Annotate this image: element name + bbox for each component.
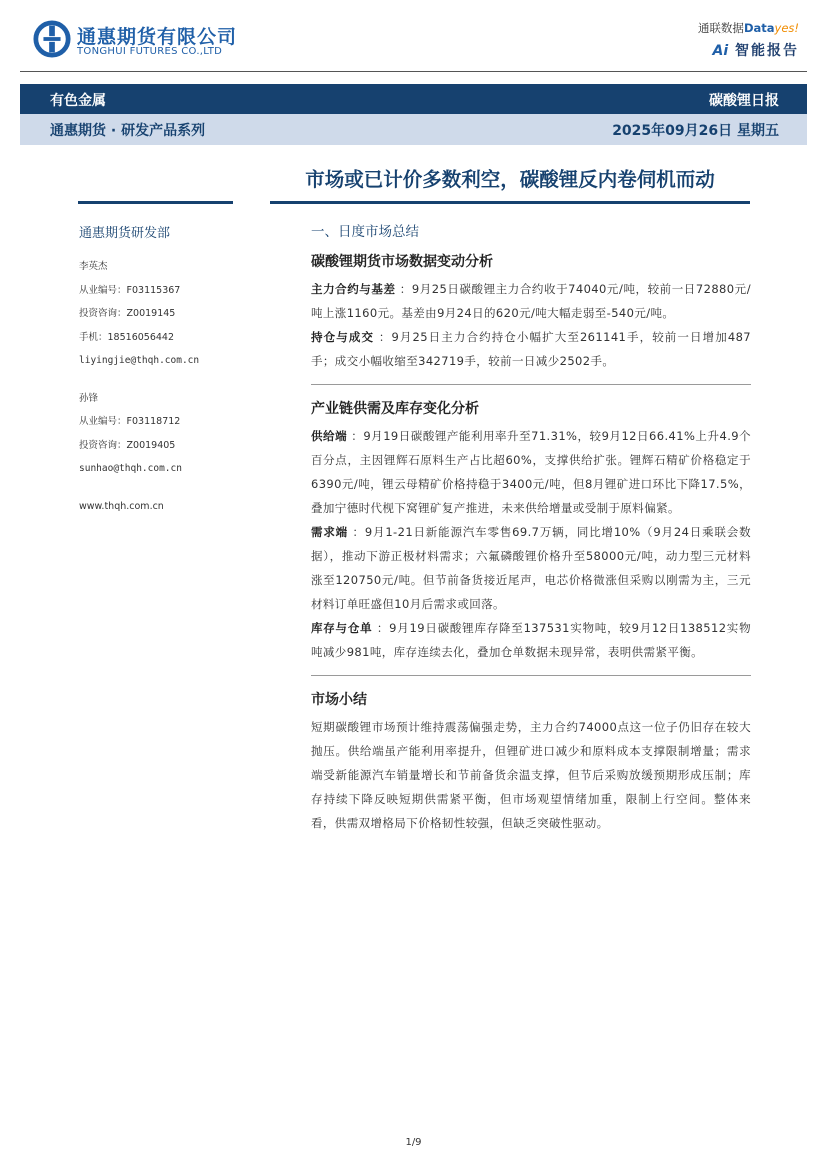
analyst-phone: [79, 326, 259, 350]
paragraph-label: 主力合约与基差: [311, 282, 396, 296]
license-label: 从业编号：: [79, 416, 127, 427]
paragraph-text: ：9月19日碳酸锂库存降至137531实物吨，较9月12日138512实物吨减少981吨，库存连续去化，叠加仓单数据未现异常，表明供需紧平衡。: [311, 621, 751, 659]
company-name-cn: 通惠期货有限公司: [77, 26, 238, 48]
series-label: 通惠期货 · 研发产品系列: [50, 123, 206, 139]
series-bar: [20, 114, 807, 145]
advisory-label: 投资咨询：: [79, 439, 127, 451]
report-body: [311, 220, 751, 835]
analyst-sidebar: [79, 222, 259, 518]
analyst-email[interactable]: [79, 457, 259, 481]
paragraph-text: ：9月1-21日新能源汽车零售69.7万辆，同比增10%（9月24日乘联会数据），推动下游正极材料需求；六氟磷酸锂价格升至58000元/吨，动力型三元材料涨至120750元/吨。但节前备货接近尾声，电芯价格微涨但采购以刚需为主，三元材料订单旺盛但10月后需求或回落。: [311, 525, 751, 611]
position-volume-paragraph: [311, 325, 751, 373]
main-contract-paragraph: [311, 277, 751, 325]
report-title: 市场或已计价多数利空，碳酸锂反内卷伺机而动: [305, 168, 715, 191]
supply-paragraph: [311, 424, 751, 520]
summary-heading: 市场小结: [311, 692, 367, 708]
paragraph-label: 库存与仓单: [311, 621, 373, 635]
datayes-suffix: yes!: [774, 21, 799, 35]
license-label: 从业编号：: [79, 284, 127, 296]
company-name-en: TONGHUI FUTURES CO.,LTD: [77, 46, 223, 57]
analyst-advisory: [79, 434, 259, 458]
email-link[interactable]: liyingjie@thqh.com.cn: [79, 355, 200, 366]
license-number: F03115367: [126, 284, 181, 296]
analyst-advisory: [79, 302, 259, 326]
analyst-name: 孙锋: [79, 392, 99, 404]
advisory-number: Z0019145: [126, 308, 176, 319]
analyst-card: [79, 387, 259, 481]
advisory-label: 投资咨询：: [79, 308, 127, 319]
website-url[interactable]: www.thqh.com.cn: [79, 500, 164, 512]
license-number: F03118712: [126, 416, 181, 427]
demand-paragraph: [311, 520, 751, 616]
analyst-license: [79, 410, 259, 434]
inventory-paragraph: [311, 616, 751, 664]
section-divider: [311, 675, 751, 676]
report-type-label: 碳酸锂日报: [709, 93, 779, 109]
ai-report-logo: [712, 40, 799, 60]
analyst-email[interactable]: [79, 349, 259, 373]
paragraph-text: ：9月25日碳酸锂主力合约收于74040元/吨，较前一日72880元/吨上涨1160元。基差由9月24日的620元/吨大幅走弱至-540元/吨。: [311, 282, 751, 320]
analyst-name: 李英杰: [79, 261, 108, 272]
ai-report-label: 智能报告: [735, 43, 799, 59]
datayes-brand: Data: [743, 21, 775, 35]
category-bar: [20, 84, 807, 114]
datayes-cn: 通联数据: [697, 21, 744, 35]
main-title-rule: [270, 201, 750, 204]
advisory-number: Z0019405: [126, 439, 176, 451]
futures-data-heading: 碳酸锂期货市场数据变动分析: [311, 254, 493, 270]
paragraph-text: ：9月25日主力合约持仓小幅扩大至261141手，较前一日增加487手；成交小幅收缩至342719手，较前一日减少2502手。: [311, 330, 752, 368]
sidebar-title-rule: [78, 201, 233, 204]
category-label: 有色金属: [50, 93, 106, 109]
ai-mark: Ai: [712, 43, 729, 59]
datayes-logo: [698, 20, 799, 36]
section-title: 一、日度市场总结: [311, 224, 419, 240]
website-link[interactable]: [79, 495, 259, 519]
company-logo-icon: [33, 20, 71, 58]
header-divider: [20, 71, 807, 72]
paragraph-label: 持仓与成交: [311, 330, 375, 344]
analyst-card: [79, 255, 259, 373]
summary-paragraph: 短期碳酸锂市场预计维持震荡偏强走势，主力合约74000点这一位子仍旧存在较大抛压。供给端虽产能利用率提升，但锂矿进口减少和原料成本支撑限制增量；需求端受新能源汽车销量增长和节前备货余温支撑，但节后采购放缓预期形成压制；库存持续下降反映短期供需紧平衡，但市场观望情绪加重，限制上行空间。整体来看，供需双增格局下价格韧性较强，但缺乏突破性驱动。: [311, 720, 751, 830]
report-date: 2025年09月26日 星期五: [612, 123, 779, 139]
paragraph-label: 需求端: [311, 525, 349, 539]
paragraph-label: 供给端: [311, 429, 348, 443]
phone-number: 18516056442: [107, 331, 175, 343]
section-divider: [311, 384, 751, 385]
department-name: 通惠期货研发部: [79, 226, 171, 241]
phone-label: 手机：: [79, 331, 108, 343]
paragraph-text: ：9月19日碳酸锂产能利用率升至71.31%，较9月12日66.41%上升4.9个百分点，主因锂辉石原料生产占比超60%，支撑供给扩张。锂辉石精矿价格稳定于6390元/吨，锂云母精矿价格持稳于3400元/吨，但8月锂矿进口环比下降17.5%，叠加宁德时代枧下窝锂矿复产推进，未来供给增量或受制于原料偏紧。: [311, 429, 752, 515]
supply-demand-heading: 产业链供需及库存变化分析: [311, 401, 479, 417]
page-number: 1/9: [405, 1137, 422, 1148]
analyst-license: [79, 279, 259, 303]
email-link[interactable]: sunhao@thqh.com.cn: [79, 463, 182, 474]
